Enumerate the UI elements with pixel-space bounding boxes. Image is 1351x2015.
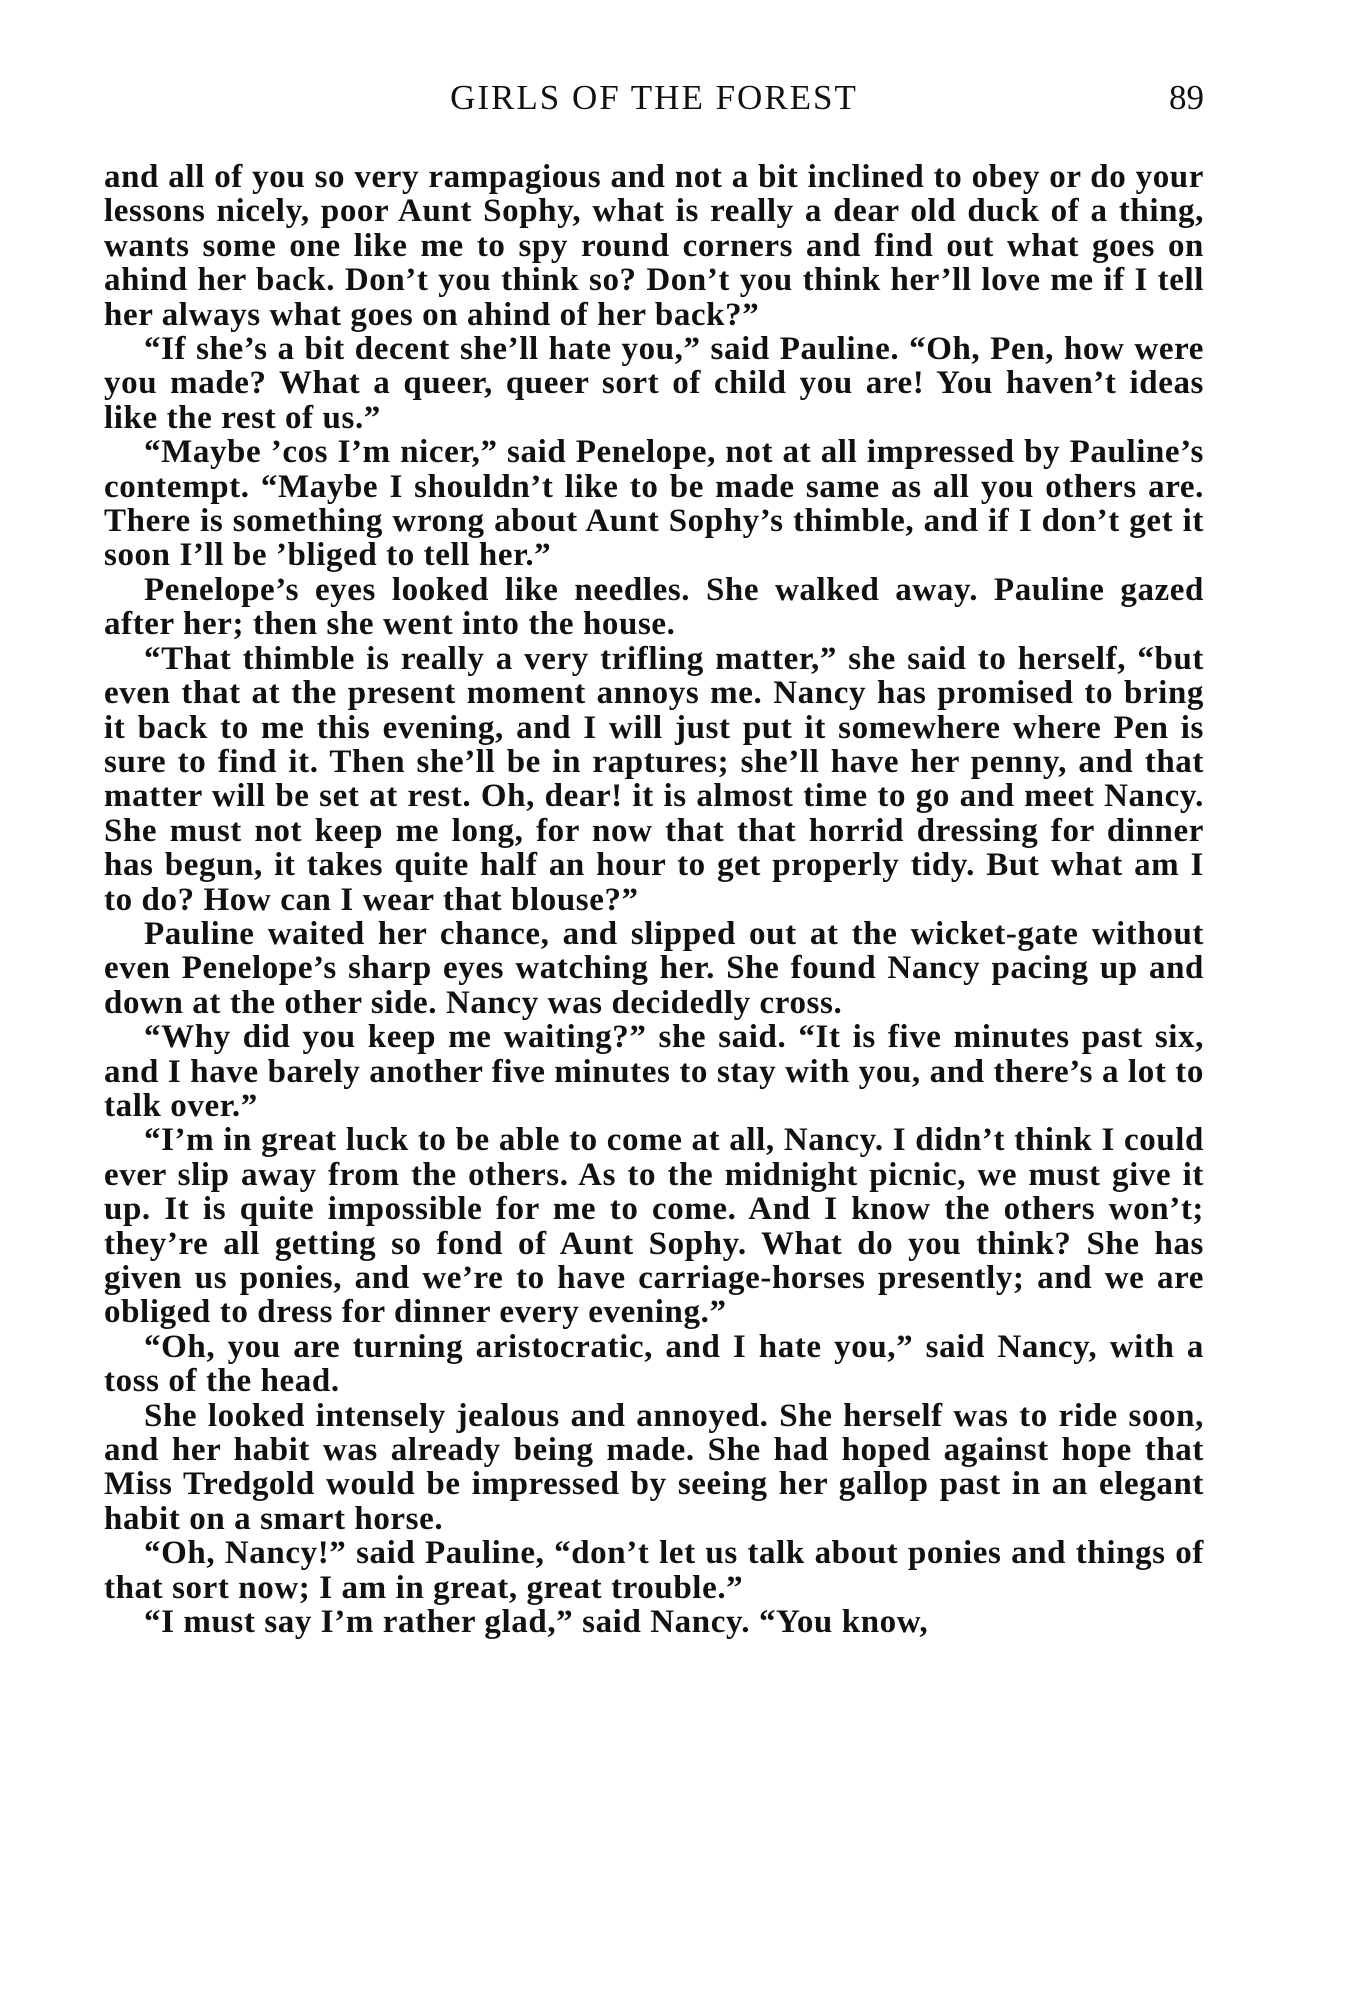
paragraph-12: “I must say I’m rather glad,” said Nancy. “You know,: [144, 1604, 929, 1641]
paragraph-5: “That thimble is really a very trifling matter,” she said to herself, “but even that at the present moment annoys me. Nancy has promised to bring it back to me this evening, and I will just put it somewhere where Pen is sure to find it. Then she’ll be in raptures; she’ll have her penny, and that matter will be set at rest. Oh, dear! it is almost time to go and meet Nancy. She must not keep me long, for now that that horrid dressing for dinner has begun, it takes quite half an hour to get properly tidy. But what am I to do? How can I wear that blouse?”: [104, 640, 1204, 918]
paragraph-6: Pauline waited her chance, and slipped out at the wicket-gate without even Penelope’s sharp eyes watching her. She found Nancy pacing up and down at the other side. Nancy was decidedly cross.: [104, 915, 1204, 1021]
body-text: [104, 160, 1204, 1639]
book-page: [104, 78, 1204, 1978]
paragraph-2: “If she’s a bit decent she’ll hate you,” said Pauline. “Oh, Pen, how were you made? What a queer, queer sort of child you are! You haven’t ideas like the rest of us.”: [104, 331, 1204, 436]
paragraph-8: “I’m in great luck to be able to come at all, Nancy. I didn’t think I could ever slip away from the others. As to the midnight picnic, we must give it up. It is quite impossible for me to come. And I know the others won’t; they’re all getting so fond of Aunt Sophy. What do you think? She has given us ponies, and we’re to have carriage-horses presently; and we are obliged to dress for dinner every evening.”: [104, 1122, 1204, 1331]
paragraph-4: Penelope’s eyes looked like needles. She walked away. Pauline gazed after her; then she went into the house.: [104, 571, 1204, 643]
paragraph-9: “Oh, you are turning aristocratic, and I hate you,” said Nancy, with a toss of the head.: [104, 1328, 1204, 1400]
page-number: 89: [1169, 78, 1204, 117]
paragraph-3: “Maybe ’cos I’m nicer,” said Penelope, not at all impressed by Pauline’s contempt. “Maybe I shouldn’t like to be made same as all you others are. There is something wrong about Aunt Sophy’s thimble, and if I don’t get it soon I’ll be ’bliged to tell her.”: [104, 434, 1204, 574]
paragraph-10: She looked intensely jealous and annoyed. She herself was to ride soon, and her habit was already being made. She had hoped against hope that Miss Tredgold would be impressed by seeing her gallop past in an elegant habit on a smart horse.: [104, 1397, 1204, 1537]
running-title: GIRLS OF THE FOREST: [450, 78, 858, 117]
paragraph-1: and all of you so very rampagious and not a bit inclined to obey or do your lessons nicely, poor Aunt Sophy, what is really a dear old duck of a thing, wants some one like me to spy round corners and find out what goes on ahind her back. Don’t you think so? Don’t you think her’ll love me if I tell her always what goes on ahind of her back?”: [104, 159, 1204, 333]
paragraph-7: “Why did you keep me waiting?” she said. “It is five minutes past six, and I have barely another five minutes to stay with you, and there’s a lot to talk over.”: [104, 1019, 1204, 1124]
running-header: [104, 78, 1204, 134]
paragraph-11: “Oh, Nancy!” said Pauline, “don’t let us talk about ponies and things of that sort now; I am in great, great trouble.”: [104, 1535, 1204, 1606]
